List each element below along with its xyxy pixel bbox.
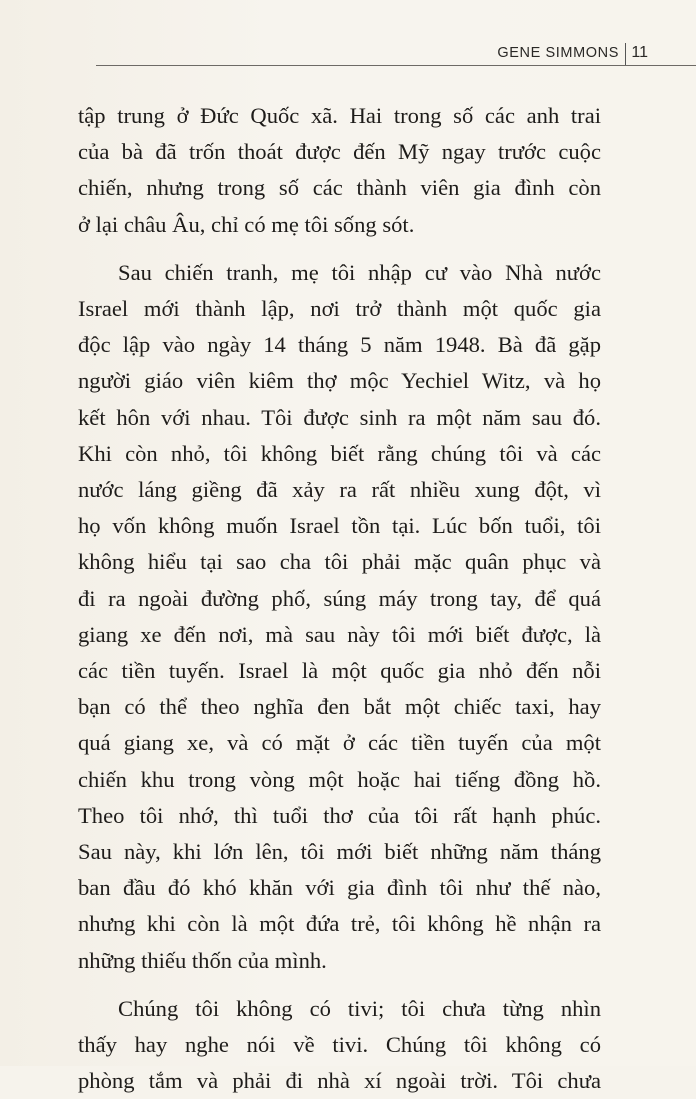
text-line: họ vốn không muốn Israel tồn tại. Lúc bốn tuổi, tôi xyxy=(78,513,601,539)
text-line: quá giang xe, và có mặt ở các tiền tuyến của một xyxy=(78,730,601,756)
text-line: ban đầu đó khó khăn với gia đình tôi như thế nào, xyxy=(78,875,601,901)
text-line: Sau chiến tranh, mẹ tôi nhập cư vào Nhà nước xyxy=(118,259,601,285)
text-line: đi ra ngoài đường phố, súng máy trong tay, để quá xyxy=(78,585,601,611)
text-line: thấy hay nghe nói về tivi. Chúng tôi không có xyxy=(78,1032,601,1058)
header-author: GENE SIMMONS xyxy=(497,45,619,61)
running-header xyxy=(0,43,696,73)
page-number: 11 xyxy=(631,44,648,61)
paragraph-2 xyxy=(78,255,601,979)
page-body xyxy=(78,98,601,1099)
paragraph-1 xyxy=(78,98,601,243)
text-line: giang xe đến nơi, mà sau này tôi mới biết được, là xyxy=(78,621,601,647)
text-line: Theo tôi nhớ, thì tuổi thơ của tôi rất hạnh phúc. xyxy=(78,802,601,828)
text-line: Khi còn nhỏ, tôi không biết rằng chúng tôi và các xyxy=(78,440,601,466)
header-separator xyxy=(625,43,626,65)
text-line: phòng tắm và phải đi nhà xí ngoài trời. Tôi chưa xyxy=(78,1068,601,1094)
text-line: nhưng khi còn là một đứa trẻ, tôi không hề nhận ra xyxy=(78,911,601,937)
text-line: bạn có thể theo nghĩa đen bắt một chiếc taxi, hay xyxy=(78,694,601,720)
text-line: chiến khu trong vòng một hoặc hai tiếng đồng hồ. xyxy=(78,766,601,792)
text-line: nước láng giềng đã xảy ra rất nhiều xung đột, vì xyxy=(78,477,601,503)
text-line: chiến, nhưng trong số các thành viên gia đình còn xyxy=(78,175,601,201)
text-line: của bà đã trốn thoát được đến Mỹ ngay trước cuộc xyxy=(78,139,601,165)
paragraph-3 xyxy=(78,991,601,1099)
text-line: người giáo viên kiêm thợ mộc Yechiel Witz, và họ xyxy=(78,368,601,394)
header-rule xyxy=(96,65,696,66)
text-line: Sau này, khi lớn lên, tôi mới biết những năm tháng xyxy=(78,839,601,865)
text-line: độc lập vào ngày 14 tháng 5 năm 1948. Bà đã gặp xyxy=(78,332,601,358)
text-line: Chúng tôi không có tivi; tôi chưa từng nhìn xyxy=(118,995,601,1021)
text-line: kết hôn với nhau. Tôi được sinh ra một năm sau đó. xyxy=(78,404,601,430)
text-line: các tiền tuyến. Israel là một quốc gia nhỏ đến nỗi xyxy=(78,658,601,684)
text-line: tập trung ở Đức Quốc xã. Hai trong số các anh trai xyxy=(78,103,601,128)
text-line: những thiếu thốn của mình. xyxy=(78,947,327,973)
text-line: ở lại châu Âu, chỉ có mẹ tôi sống sót. xyxy=(78,211,415,237)
text-line: Israel mới thành lập, nơi trở thành một quốc gia xyxy=(78,296,601,322)
text-line: không hiểu tại sao cha tôi phải mặc quân phục và xyxy=(78,549,601,575)
